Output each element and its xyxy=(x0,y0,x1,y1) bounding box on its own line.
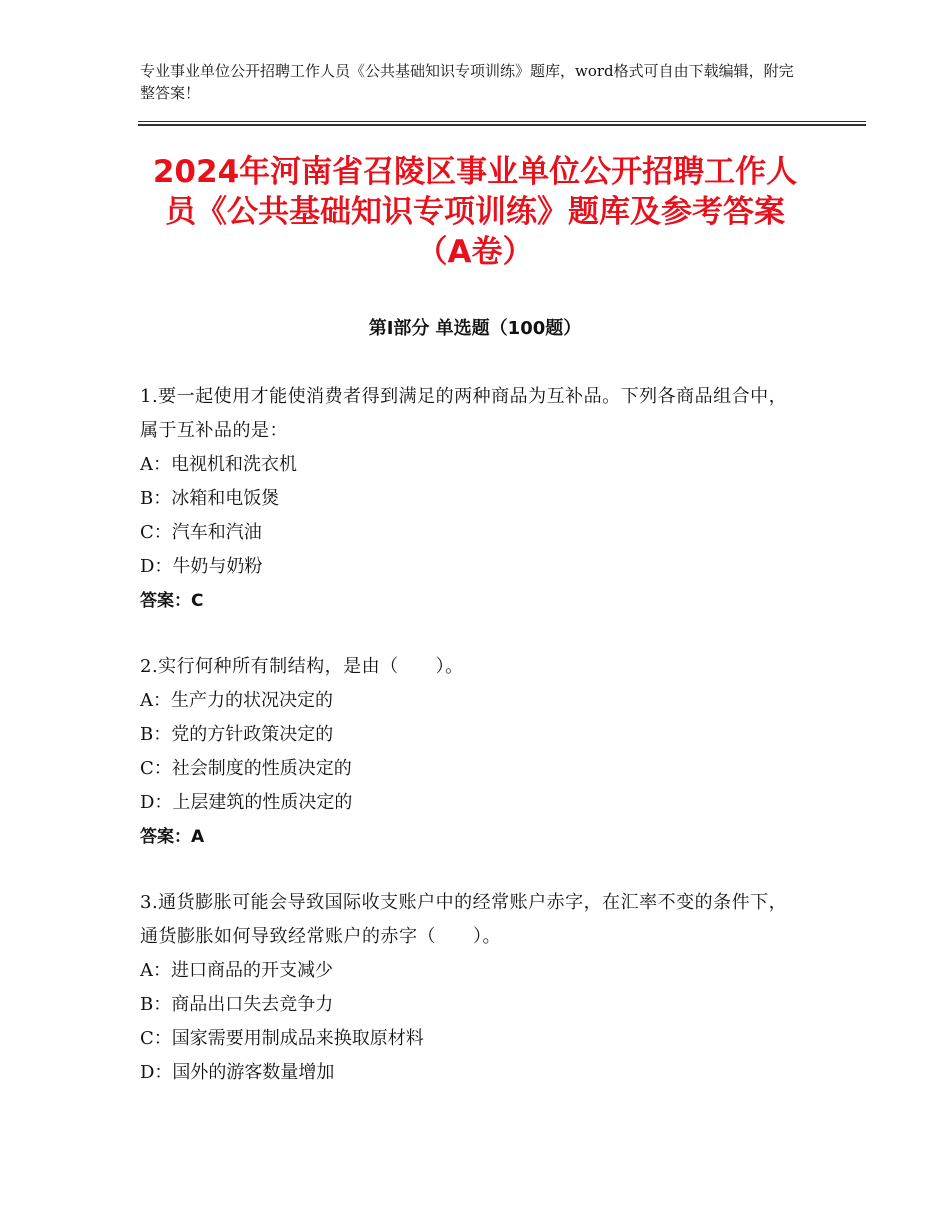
option-b: B：商品出口失去竞争力 xyxy=(140,994,334,1015)
option-c: C：汽车和汽油 xyxy=(140,522,262,543)
question-2 xyxy=(140,650,805,854)
option-b: B：党的方针政策决定的 xyxy=(140,724,334,745)
header-divider-thin xyxy=(138,121,866,122)
question-stem: 2.实行何种所有制结构，是由（ ）。 xyxy=(140,656,464,677)
question-stem: 1.要一起使用才能使消费者得到满足的两种商品为互补品。下列各商品组合中，属于互补品的是： xyxy=(140,386,788,441)
option-c: C：国家需要用制成品来换取原材料 xyxy=(140,1028,424,1049)
option-a: A：进口商品的开支减少 xyxy=(140,960,333,981)
option-b: B：冰箱和电饭煲 xyxy=(140,488,280,509)
option-d: D：牛奶与奶粉 xyxy=(140,556,263,577)
option-d: D：国外的游客数量增加 xyxy=(140,1062,335,1083)
question-1 xyxy=(140,380,805,618)
answer-label: 答案：C xyxy=(140,591,204,611)
answer-label: 答案：A xyxy=(140,827,205,847)
header-note: 专业事业单位公开招聘工作人员《公共基础知识专项训练》题库，word格式可自由下载编辑，附完整答案！ xyxy=(140,62,794,102)
question-stem: 3.通货膨胀可能会导致国际收支账户中的经常账户赤字，在汇率不变的条件下，通货膨胀如何导致经常账户的赤字（ ）。 xyxy=(140,892,788,947)
section-title: 第Ⅰ部分 单选题（100题） xyxy=(368,318,582,339)
question-3 xyxy=(140,886,805,1090)
option-a: A：电视机和洗衣机 xyxy=(140,454,297,475)
option-c: C：社会制度的性质决定的 xyxy=(140,758,352,779)
option-d: D：上层建筑的性质决定的 xyxy=(140,792,353,813)
header-divider-thick xyxy=(138,124,866,126)
question-list xyxy=(140,380,805,1122)
document-title: 2024年河南省召陵区事业单位公开招聘工作人员《公共基础知识专项训练》题库及参考答案（A卷） xyxy=(152,154,798,270)
option-a: A：生产力的状况决定的 xyxy=(140,690,333,711)
